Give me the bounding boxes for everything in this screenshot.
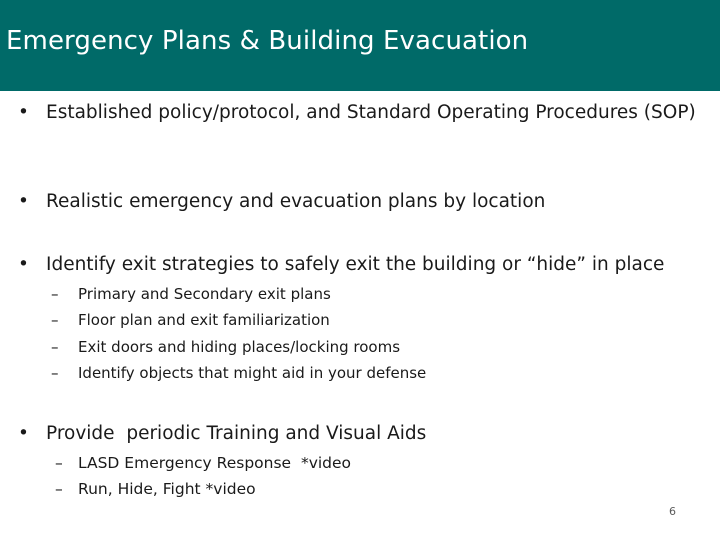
- bullet-text: Provide periodic Training and Visual Aids: [46, 423, 427, 444]
- page-number: 6: [669, 505, 676, 518]
- dash-marker: –: [51, 311, 59, 329]
- bullet-text: Established policy/protocol, and Standard Operating Procedures (SOP): [46, 102, 696, 123]
- bullet-marker: •: [18, 254, 29, 275]
- title-bar: [0, 0, 720, 91]
- dash-marker: –: [51, 338, 59, 356]
- sub-item-text: LASD Emergency Response *video: [78, 454, 352, 472]
- sub-item-text: Primary and Secondary exit plans: [78, 285, 331, 303]
- sub-item-text: Exit doors and hiding places/locking rooms: [78, 338, 401, 356]
- sub-item-text: Identify objects that might aid in your defense: [78, 364, 427, 382]
- dash-marker: –: [51, 364, 59, 382]
- bullet-text: Realistic emergency and evacuation plans by location: [46, 191, 546, 212]
- dash-marker: –: [51, 285, 59, 303]
- sub-item-text: Run, Hide, Fight *video: [78, 480, 256, 498]
- dash-marker: –: [55, 480, 63, 498]
- dash-marker: –: [55, 454, 63, 472]
- bullet-text: Identify exit strategies to safely exit the building or “hide” in place: [46, 254, 665, 275]
- sub-item-text: Floor plan and exit familiarization: [78, 311, 330, 329]
- slide-title: Emergency Plans & Building Evacuation: [6, 26, 529, 56]
- bullet-marker: •: [18, 191, 29, 212]
- bullet-marker: •: [18, 423, 29, 444]
- bullet-marker: •: [18, 102, 29, 123]
